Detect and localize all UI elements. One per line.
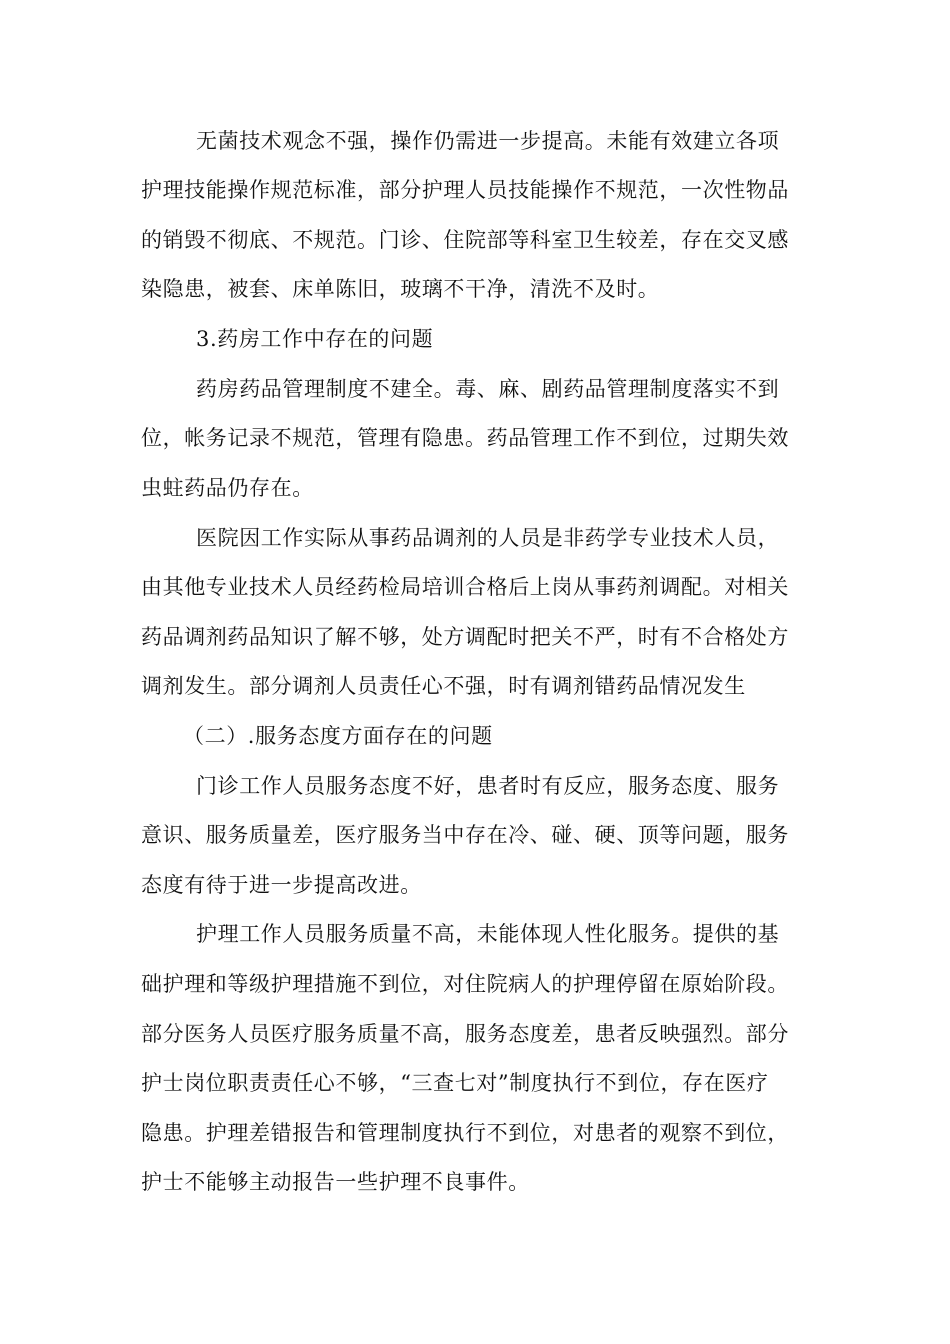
text-line: 态度有待于进一步提高改进。 <box>141 873 422 897</box>
text-line: 虫蛀药品仍存在。 <box>141 476 314 500</box>
text-line: 护理工作人员服务质量不高，未能体现人性化服务。提供的基 <box>196 922 780 946</box>
text-line: 药品调剂药品知识了解不够，处方调配时把关不严，时有不合格处方 <box>141 625 789 649</box>
text-line: 染隐患，被套、床单陈旧，玻璃不干净，清洗不及时。 <box>141 277 660 301</box>
text-line: 门诊工作人员服务态度不好，患者时有反应，服务态度、服务 <box>196 774 780 798</box>
text-line: 护士岗位职责责任心不够，“三查七对”制度执行不到位，存在医疗 <box>141 1071 769 1095</box>
text-line: 础护理和等级护理措施不到位，对住院病人的护理停留在原始阶段。 <box>141 972 789 996</box>
text-line: 的销毁不彻底、不规范。门诊、住院部等科室卫生较差，存在交叉感 <box>141 228 789 252</box>
text-line: 药房药品管理制度不建全。毒、麻、剧药品管理制度落实不到 <box>196 377 780 401</box>
text-line: 护士不能够主动报告一些护理不良事件。 <box>141 1170 530 1194</box>
text-line: 调剂发生。部分调剂人员责任心不强，时有调剂错药品情况发生 <box>141 674 746 698</box>
text-line: 医院因工作实际从事药品调剂的人员是非药学专业技术人员， <box>196 526 780 550</box>
text-line: 由其他专业技术人员经药检局培训合格后上岗从事药剂调配。对相关 <box>141 575 789 599</box>
text-line: 护理技能操作规范标准，部分护理人员技能操作不规范，一次性物品 <box>141 178 789 202</box>
text-line: 隐患。护理差错报告和管理制度执行不到位，对患者的观察不到位， <box>141 1121 789 1145</box>
section-heading: （二）.服务态度方面存在的问题 <box>183 724 493 748</box>
text-line: 位，帐务记录不规范，管理有隐患。药品管理工作不到位，过期失效 <box>141 426 789 450</box>
text-line: 无菌技术观念不强，操作仍需进一步提高。未能有效建立各项 <box>196 129 780 153</box>
section-heading: 3.药房工作中存在的问题 <box>196 327 434 351</box>
text-line: 部分医务人员医疗服务质量不高，服务态度差，患者反映强烈。部分 <box>141 1022 789 1046</box>
text-line: 意识、服务质量差，医疗服务当中存在冷、碰、硬、顶等问题，服务 <box>141 823 789 847</box>
